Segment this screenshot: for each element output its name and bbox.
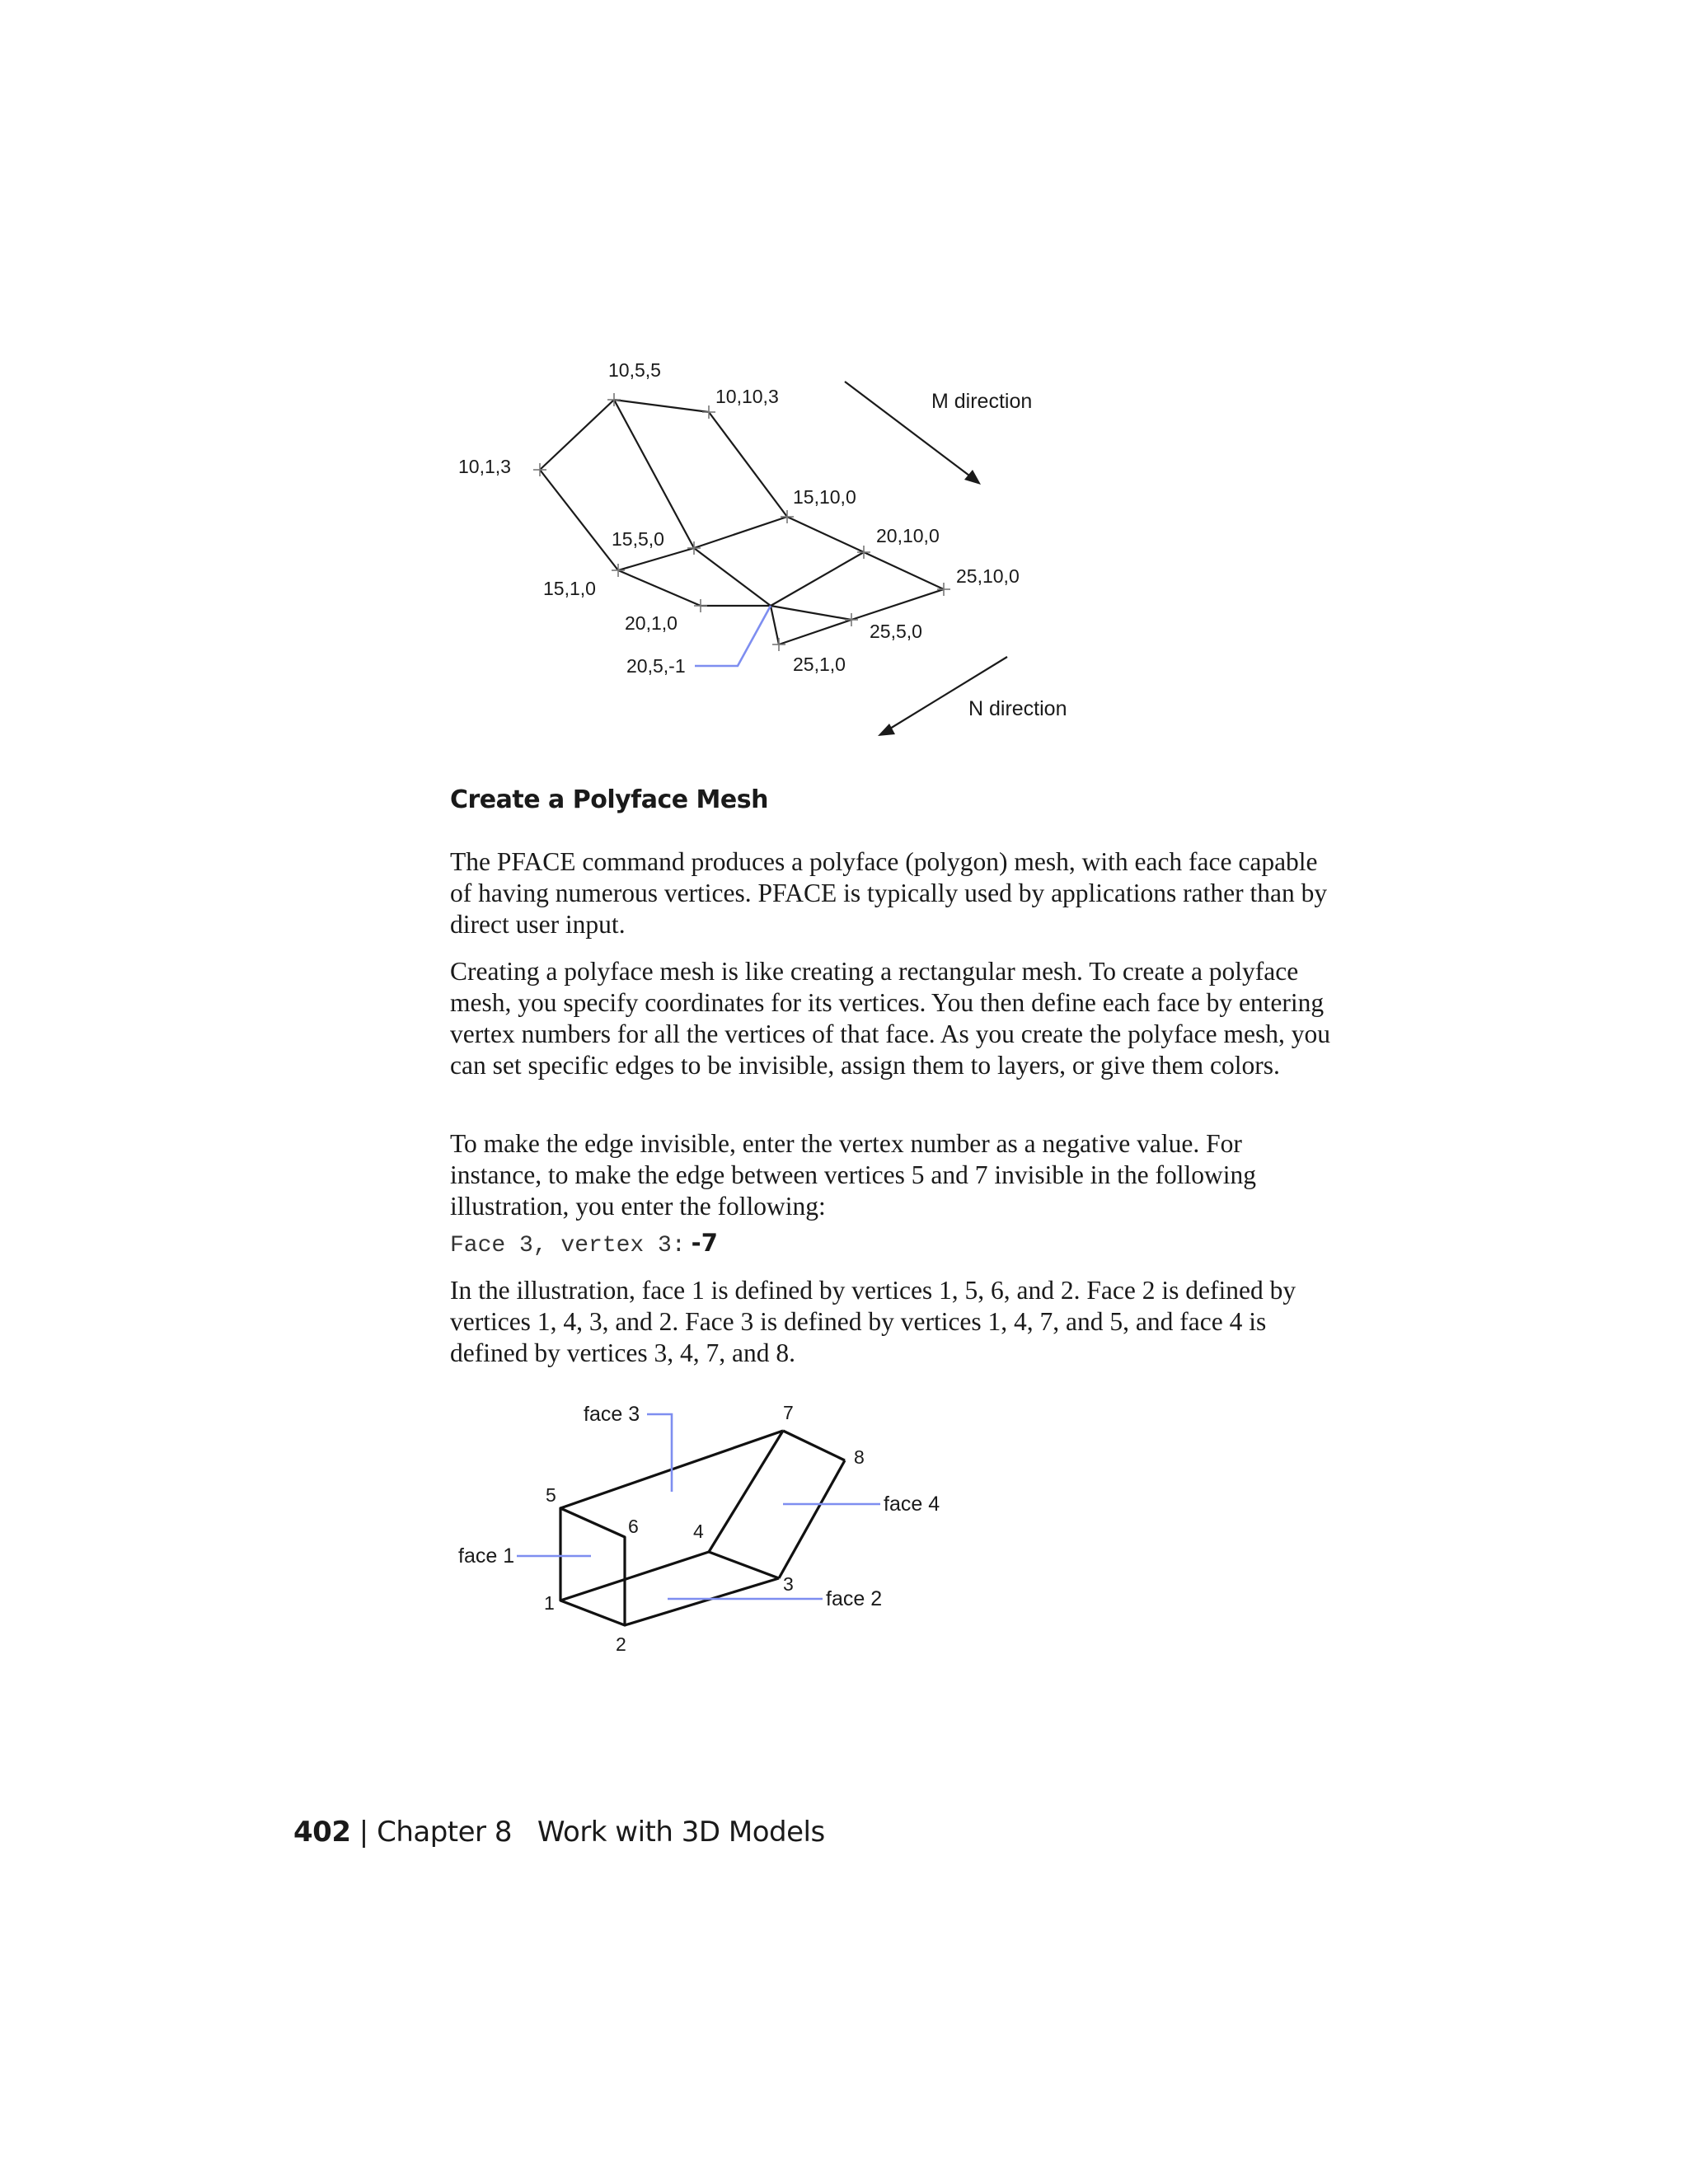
vertex-number: 3 [783, 1573, 794, 1595]
paragraph-polyface-creation: Creating a polyface mesh is like creating a rectangular mesh. To create a polyface mesh, you specify coordinates for its vertices. You then define each face by entering vertex numbers for all the vertices of that face. As you create the polyface mesh, you can set specific edges to be invisible, assign them to layers, or give them colors. [450, 957, 1330, 1080]
code-example [450, 1227, 718, 1262]
face-label: face 2 [826, 1587, 883, 1610]
rectangular-mesh-figure [0, 0, 1688, 791]
vertex-label: 15,5,0 [612, 528, 664, 550]
vertex-label: 15,10,0 [793, 486, 856, 508]
vertex-number: 2 [616, 1633, 626, 1655]
vertex-leader-line [695, 606, 771, 666]
vertex-label: 25,5,0 [870, 621, 922, 642]
paragraph-pface-intro: The PFACE command produces a polyface (polygon) mesh, with each face capable of having numerous vertices. PFACE is typically used by applications rather than by direct user input. [450, 847, 1328, 939]
footer-separator: | [359, 1816, 368, 1849]
vertex-numbers [544, 1402, 865, 1655]
vertex-number: 5 [546, 1484, 556, 1506]
vertex-label: 25,10,0 [956, 565, 1020, 587]
vertex-label: 10,1,3 [458, 456, 511, 477]
chapter-title: Work with 3D Models [537, 1816, 825, 1849]
vertex-number: 7 [783, 1402, 794, 1423]
face-label: face 4 [884, 1493, 940, 1516]
vertex-label: 25,1,0 [793, 654, 846, 675]
n-direction-arrow [878, 657, 1007, 736]
face-label: face 3 [584, 1403, 640, 1426]
vertex-label: 20,10,0 [876, 525, 940, 546]
code-value: -7 [691, 1229, 718, 1257]
vertex-number: 6 [628, 1516, 639, 1537]
chapter-label: Chapter 8 [377, 1816, 512, 1849]
vertex-label: 10,10,3 [715, 386, 779, 407]
paragraph-face-definitions: In the illustration, face 1 is defined by vertices 1, 5, 6, and 2. Face 2 is defined by vertices 1, 4, 3, and 2. Face 3 is defined by vertices 1, 4, 7, and 5, and face 4 is defined by vertices 3, 4, 7, and 8. [450, 1276, 1296, 1367]
page-number: 402 [293, 1816, 351, 1849]
vertex-label: 20,5,-1 [626, 655, 686, 677]
polyface-mesh-figure [0, 1368, 1688, 1665]
section-heading: Create a Polyface Mesh [450, 785, 768, 814]
vertex-label: 15,1,0 [543, 578, 596, 599]
m-direction-label: M direction [931, 390, 1033, 413]
mesh-edges [540, 400, 944, 644]
page-footer [293, 1816, 825, 1849]
vertex-number: 4 [693, 1521, 704, 1542]
face-leader-lines [517, 1414, 880, 1599]
paragraph-invisible-edge: To make the edge invisible, enter the vertex number as a negative value. For instance, to make the edge between vertices 5 and 7 invisible in the following illustration, you enter the following: [450, 1129, 1256, 1221]
face-label: face 1 [458, 1544, 515, 1568]
vertex-number: 8 [854, 1446, 865, 1468]
vertex-tick-marks [533, 393, 950, 651]
n-direction-label: N direction [968, 697, 1067, 720]
code-prompt: Face 3, vertex 3: [450, 1233, 686, 1258]
vertex-number: 1 [544, 1592, 555, 1614]
vertex-label: 10,5,5 [608, 359, 661, 381]
face-labels [458, 1403, 940, 1610]
vertex-label: 20,1,0 [625, 612, 678, 634]
